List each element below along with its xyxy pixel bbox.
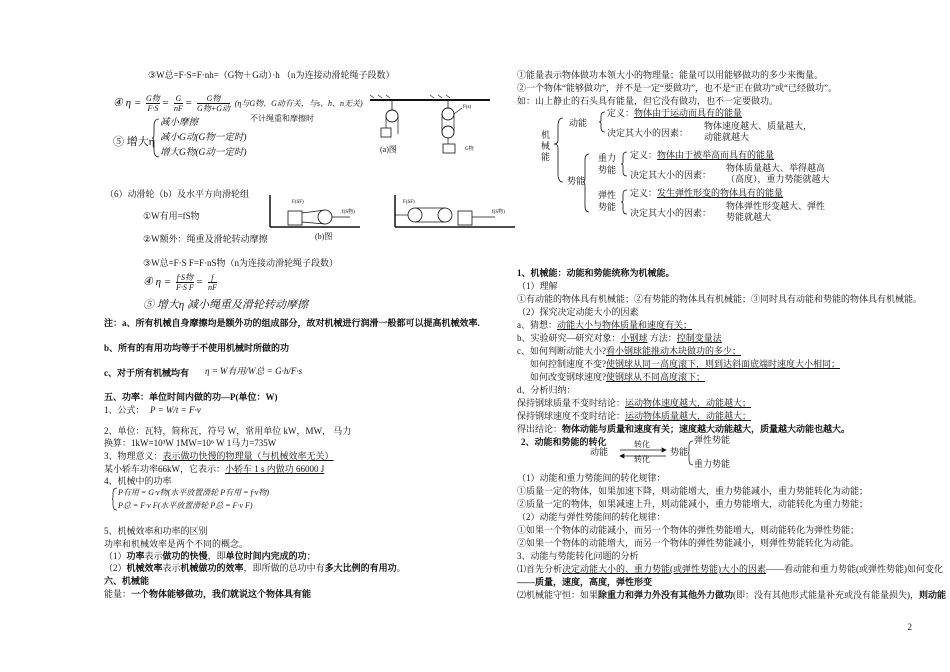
frac-num: G物 [146,94,160,103]
t: 物体动能与质量和速度有关；速度越大动能越大，质量越大动能也越大。 [562,424,851,434]
conv-kinetic: 动能 [590,447,609,457]
power-units: 2、单位：瓦特，简称瓦，符号 W，常用单位 kW，MW， 马力 [104,426,352,436]
t: 做功的快慢 [162,551,208,561]
kinetic-factor: 决定其大小的因素： [607,128,689,138]
t: 机械效率 [126,563,163,573]
frac-num: f·S物 [176,273,193,282]
energy-definition [104,589,311,599]
note-b: b、所有的有用功均等于不使用机械时所做的功 [104,343,290,353]
gravity-factor-val2: （高度），重力势能就越大 [726,174,830,184]
gravity-def [630,150,774,160]
t: 。 [396,563,406,573]
tree-gravity [598,153,616,176]
t: 单位时间内完成的功 [225,551,307,561]
t: 看小钢球能推动木块做功的多少； [606,346,742,356]
t: （1） [104,551,127,561]
t: 功率 [126,551,145,561]
conversion-title: 2、动能和势能的转化 [521,437,607,447]
t: 保持钢球速度不变时结论： [517,411,626,421]
improve-item-3: 增大G物(G动一定时) [160,148,247,158]
eta-label: ④ η = [113,97,142,110]
example-text: 小轿车 1 s 内做功 66000 J [225,464,325,474]
conclusion-mass [517,398,751,408]
t: (即：没有其他形式能量补充或没有能量损失)， [733,590,920,600]
elastic-factor: 决定其大小的因素： [630,208,712,218]
total-work-b: ③W总=F·S F=F·nS物（n为连接动滑轮绳子段数） [143,258,338,268]
power-definition [104,551,316,561]
power-formula-label: 1、公式： [104,405,145,415]
label-friction: f(S物) [342,210,355,215]
improve-item-2: 减小G动(G物一定时) [160,133,247,143]
t: 则动能 [919,590,947,600]
elastic-factor-val2: 势能就越大 [726,212,772,222]
efficiency-formula-a: ④ η = G物 F·S = $\frac{G}{nF}$ = G物 G物+G动 (η与G物、G动有关，与s、h、n无关) [113,94,363,114]
improve-efficiency-head: ⑤ 增大η [113,136,155,148]
power-total: P总 = F·v F(水平放置滑轮 P总 = F·v F) [118,501,253,510]
t: 物体由于被举高而具有的能量 [657,150,775,160]
eta-label: ④ η = [143,276,172,289]
t: 多大比例的有用功 [324,563,397,573]
efficiency-vs-power: 5、机械效率和功率的区别 [104,526,208,536]
elastic-def [630,188,783,198]
t: 定义： [630,150,658,160]
t: 决定动能大小的、重力势能(或弹性势能)大小的因素 [562,564,767,574]
change-speed [530,372,705,382]
t: ，即所做的总功中有 [243,563,325,573]
pulley-figure-b [270,195,540,245]
gravity-factor-val: 物体质量越大、举得越高 [726,163,826,173]
t: 表示 [162,563,181,573]
frac-num: G物 [197,94,230,104]
judge [517,346,741,356]
frac-den: G物+G动 [197,104,230,114]
label-force: F(SF) [292,200,304,205]
frac-num: f [208,273,217,283]
conv-potential: 势能 [670,447,689,457]
energy-note-2: ②一个物体“能够做功”，并不是一定“要做功”，也不是“正在做功”或“已经做功”。 [517,83,837,93]
power-conversion: 换算：1kW=10³W 1MW=10⁶ W 1马力=735W [104,438,277,448]
t: 物体由于运动而具有的能量 [634,108,743,118]
note-c-formula: η = W有用/W总 = G·h/F·s [205,366,303,376]
conv-rule-2b: ②如果一个物体的动能增大，而另一个物体的弹性势能减小，则弹性势能转化为动能。 [517,538,860,548]
conv-label-1: 转化 [634,440,650,449]
page-number: 2 [907,622,912,632]
energy-note-1: ①能量表示物体做功本领大小的物理量；能量可以用能够做功的多少来衡量。 [517,70,824,80]
t: 一个物体能够做功，我们就说这个物体具有能 [131,589,312,599]
t: 机械做功的效率 [180,563,244,573]
improve-brace [152,118,160,158]
no-friction-note: 不计绳重和摩擦时 [250,114,314,123]
t: 定义： [607,108,635,118]
kinetic-def [607,108,742,118]
note-c: c、对于所有机械均有 [104,368,189,378]
power-meaning [104,451,334,461]
t: 运动物体质量越大，动能越大； [625,411,752,421]
conv-gravity: 重力势能 [694,459,731,469]
guess [517,320,692,330]
efficiency-definition [104,563,406,573]
control-speed [530,359,840,369]
figure-a-caption: (a)图 [380,145,397,154]
frac-den: nF [173,104,183,114]
conv-rule-1a: ①质量一定的物体，如果加速下降，则动能增大，重力势能减小，重力势能转化为动能； [517,486,869,496]
t: 除重力和弹力外没有其他外力做功 [598,590,734,600]
t: 如何改变钢球速度? [530,372,606,382]
power-in-machines: 4、机械中的功率 [104,476,172,486]
t: 势能 [598,201,617,212]
analysis-1 [517,564,943,574]
useful-work: ①W有用=fS物 [143,211,200,221]
t: 动能大小与物体质量和速度有关； [557,320,693,330]
total-work-formula: ③W总=F·S=F·nh=（G物＋G动）·h （n为连接动滑轮绳子段数） [148,70,395,80]
tree-elastic [598,190,616,213]
different-concepts: 功率和机械效率是两个不同的概念。 [104,539,249,549]
mech-energy-def: 1、机械能：动能和势能统称为机械能。 [517,268,675,278]
t: 能量： [104,589,132,599]
t: c、如何判断动能大小? [517,346,606,356]
t: ，即 [207,551,226,561]
t: 小钢球 [620,333,648,343]
t: ⑴首先分析 [517,564,563,574]
kinetic-factor-val: 物体速度越大、质量越大， [704,121,813,131]
tree-root: 机械能 [541,130,551,162]
svg-text:G物: G物 [465,147,474,152]
frac-den: nF [207,283,217,293]
t: 运动物体速度越大，动能越大； [625,398,752,408]
analysis-title: 3、动能与势能转化问题的分析 [517,551,639,561]
meaning-label: 3、物理意义： [104,451,163,461]
eta-note: (η与G物、G动有关，与s、h、n无关) [234,99,363,109]
conv-label-2: 转化 [634,455,650,464]
frac-den: F·S [147,104,159,114]
section-6-title: （6）动滑轮（b）及水平方向滑轮组 [105,189,250,199]
explore: （2）探究决定动能大小的因素 [517,307,639,317]
svg-text:F(s): F(s) [463,105,472,110]
t: 势能 [598,164,617,175]
conclusion-speed [517,411,751,421]
t: 保持钢球质量不变时结论： [517,398,626,408]
label-force-2: F(SF) [403,200,415,205]
t: 重力 [598,153,617,163]
conv-rule-2: （2）动能与弹性势能间的转化规律： [517,512,666,522]
figure-b-caption: (b)图 [315,232,333,241]
conv-rule-1b: ②质量一定的物体，如果减速上升，则动能减小，重力势能增大，动能转化为重力势能； [517,499,869,509]
t: 使钢球从同一高度滚下，则到达斜面底端时速度大小相同； [606,359,841,369]
t: 使钢球从不同高度滚下； [606,372,706,382]
example-label: 某小轿车功率66kW，它表示： [104,464,225,474]
improve-item-1: 减小摩擦 [160,118,199,128]
t: 定义： [630,188,658,198]
energy-note-3: 如：山上静止的石头具有能量，但它没有做功，也不一定要做功。 [517,96,779,106]
t: ——看动能和重力势能(或弹性势能)如何变化 [766,564,944,574]
gravity-factor: 决定其大小的因素： [630,170,712,180]
section-6-mech-energy: 六、机械能 [104,576,150,586]
t: ； [306,551,316,561]
t: 发生弹性形变的物体具有的能量 [657,188,784,198]
tree-potential: 势能 [567,176,586,186]
t: 控制变量法 [676,333,722,343]
understand-detail: ①有动能的物体具有机械能；②有势能的物体具有机械能；③同时具有动能和势能的物体具有机械能。 [517,294,923,304]
meaning-text: 表示做功快慢的物理量（与机械效率无关） [162,451,334,461]
understand: （1）理解 [517,281,558,291]
t: 得出结论： [517,424,563,434]
experiment [517,333,722,343]
efficiency-formula-b: ④ η = f·S物 F·S F = $\frac{f}{nF}$ [143,273,217,293]
frac-num: G [175,94,182,103]
power-formula: P = W/t = F·v [150,405,201,415]
conclusion [517,424,850,434]
conv-rule-2a: ①如果一个物体的动能减小，而另一个物体的弹性势能增大，则动能转化为弹性势能； [517,525,860,535]
t: 方法： [647,333,677,343]
t: a、猜想： [517,320,557,330]
t: ⑵机械能守恒：如果 [517,590,599,600]
t: 如何控制速度不变? [530,359,606,369]
t: 表示 [144,551,163,561]
t: 弹性 [598,190,617,200]
analysis-1b: ——质量，速度，高度，弹性形变 [517,577,653,587]
frac-den: F·S F [176,283,194,293]
analysis-2 [517,590,946,600]
t: b、实验研究—研究对象： [517,333,621,343]
power-useful: P有用 = G·v物(水平放置滑轮 P有用 = f·v物) [118,488,269,497]
note-a: 注：a、所有机械自身摩擦均是额外功的组成部分，故对机械进行润滑一般都可以提高机械效率. [104,318,480,328]
elastic-factor-val: 物体弹性形变越大、弹性 [726,201,826,211]
improve-efficiency-b: ⑤ 增大η 减小绳重及滑轮转动摩擦 [143,299,308,311]
label-friction-2: f(S物) [492,210,505,215]
conversion-arrows [618,446,668,460]
conv-elastic: 弹性势能 [694,435,731,445]
tree-kinetic: 动能 [569,118,588,128]
extra-work: ②W额外：绳重及滑轮转动摩擦 [143,234,268,244]
conv-rule-1: （1）动能和重力势能间的转化规律： [517,473,666,483]
kinetic-factor-val2: 动能就越大 [704,132,750,142]
analyze: d、分析归纳： [517,385,576,395]
section-5-power: 五、功率：单位时间内做的功—P(单位：W) [104,392,278,402]
t: （2） [104,563,127,573]
power-example [104,464,324,474]
